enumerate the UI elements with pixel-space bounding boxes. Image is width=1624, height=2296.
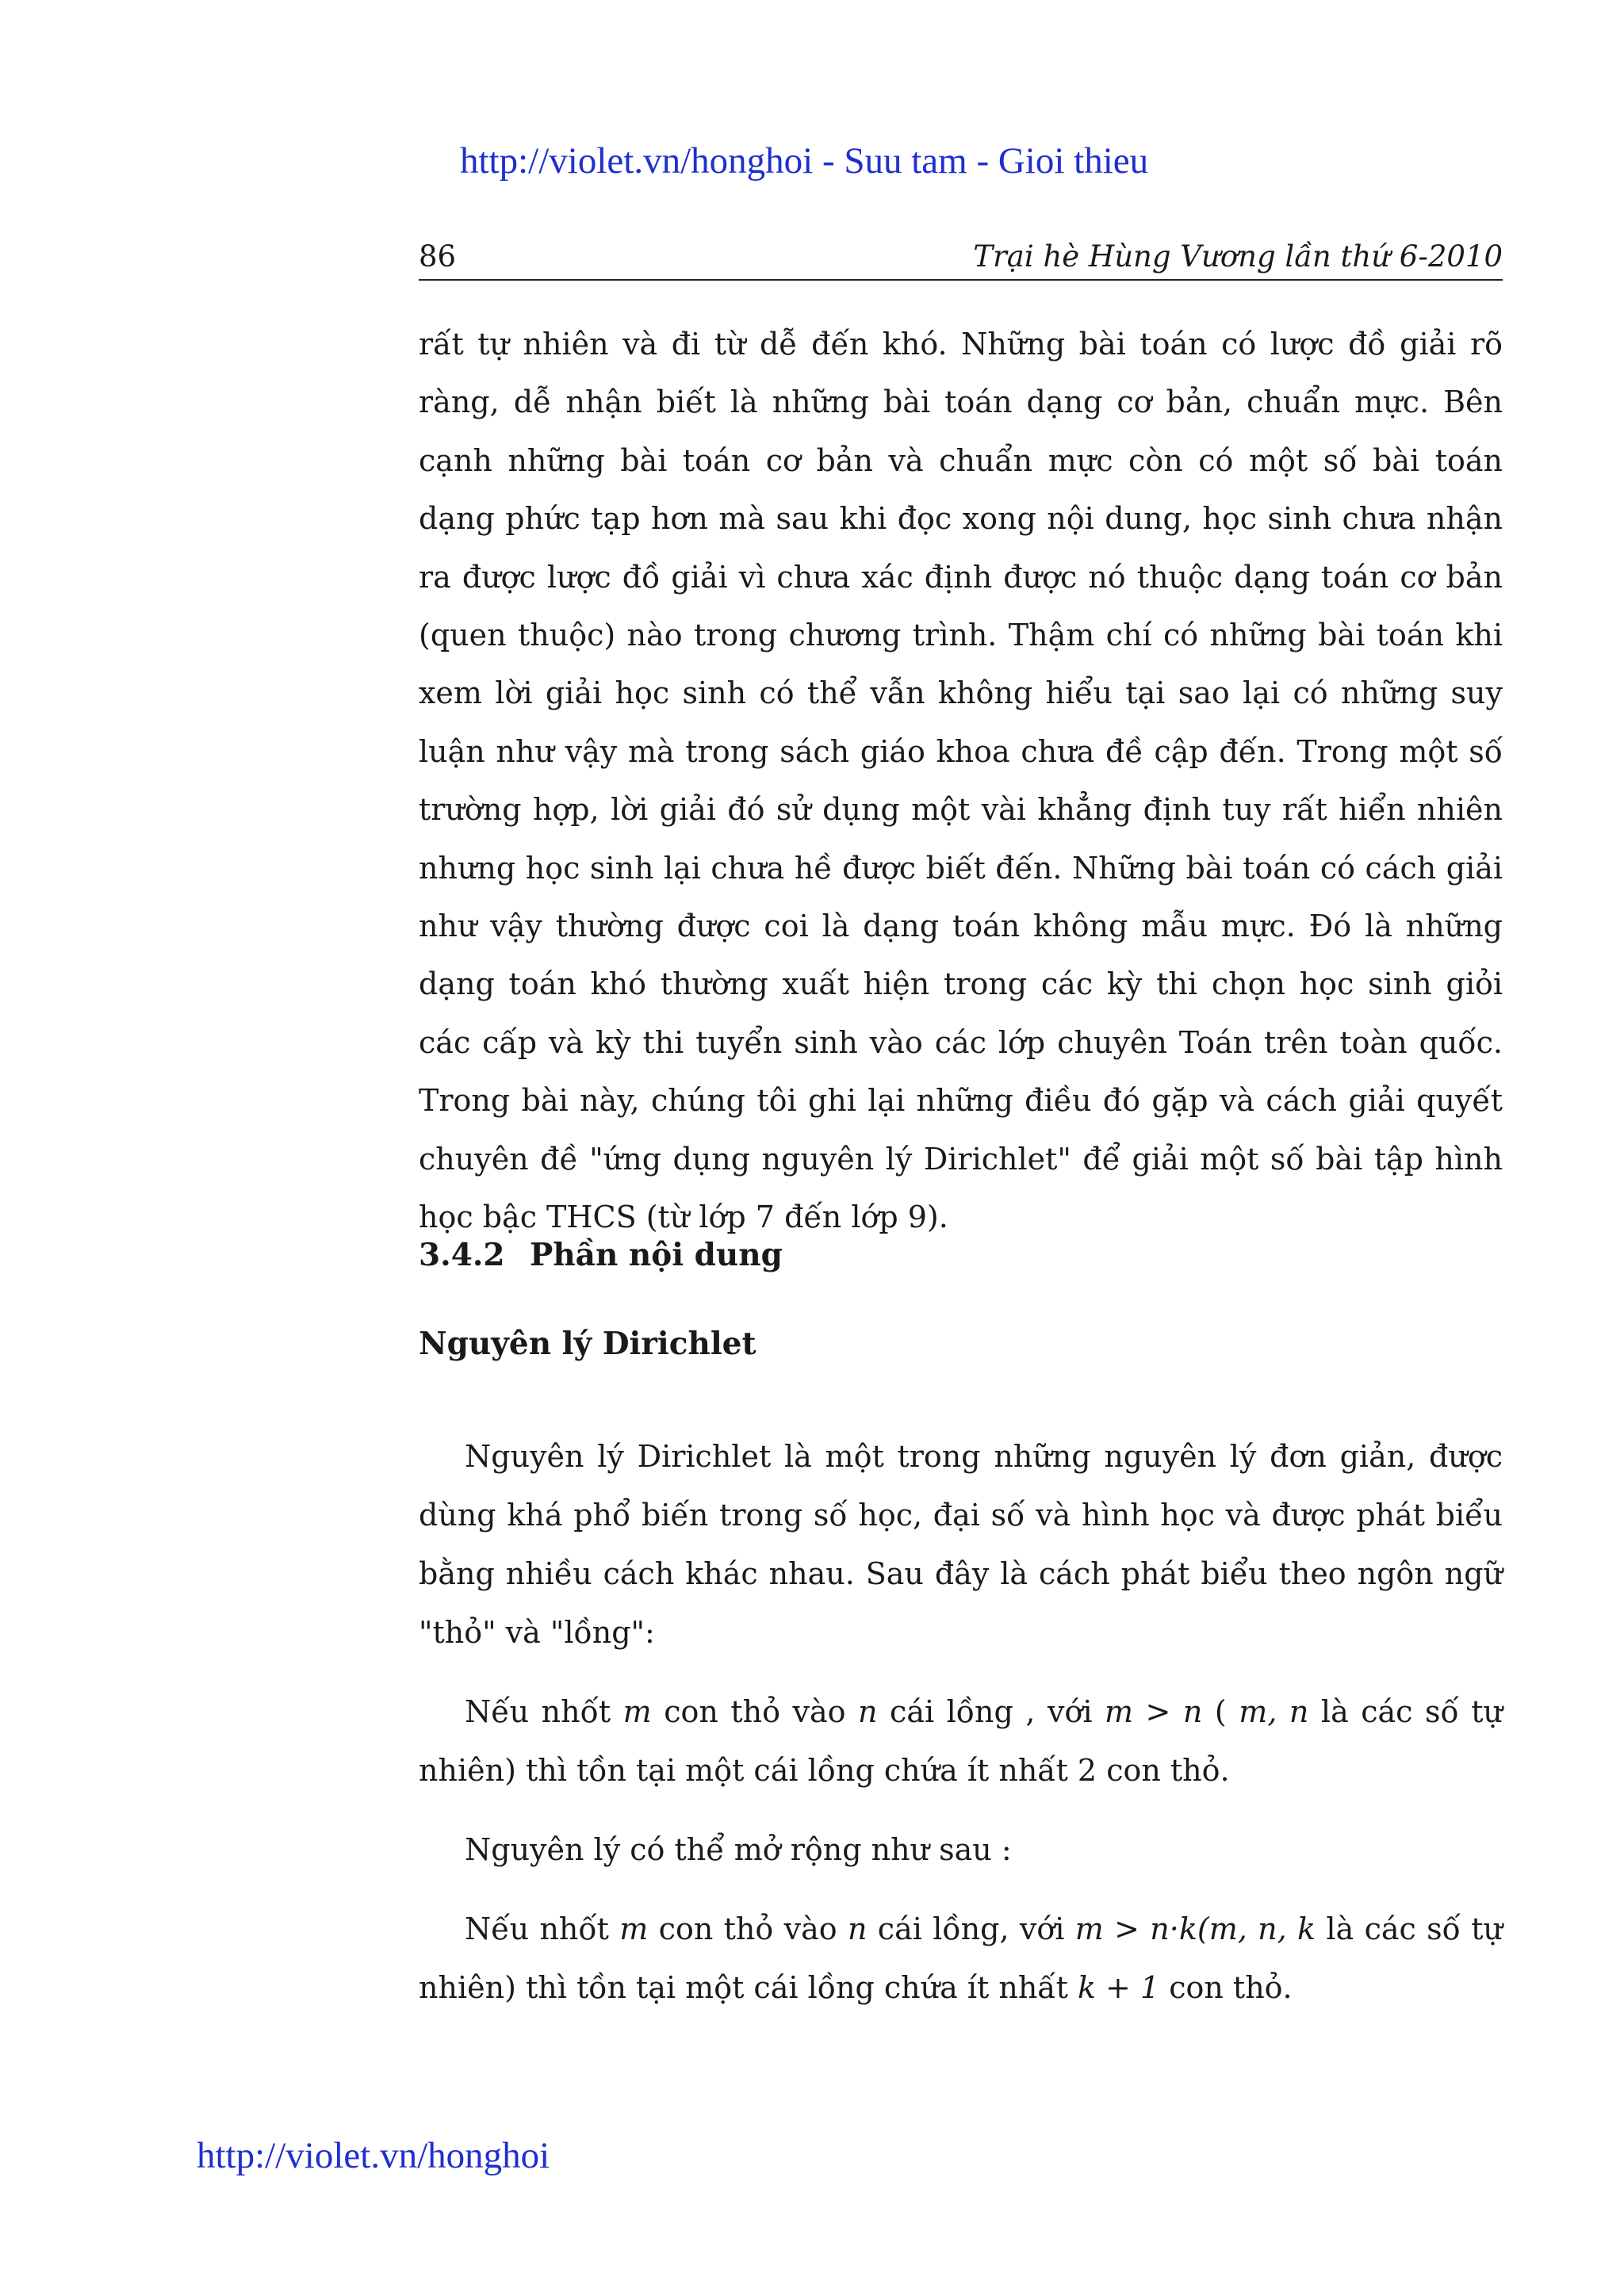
math-n: n [858,1694,878,1729]
math-m: m [622,1694,652,1729]
math-expression: k + 1 [1077,1970,1160,2005]
math-n: n [847,1911,868,1946]
top-watermark-link[interactable]: http://violet.vn/honghoi - Suu tam - Gioi thieu [460,140,1149,182]
section-title: Phần nội dung [530,1237,783,1273]
math-inequality: m > n·k(m, n, k [1074,1911,1316,1946]
intro-paragraph: rất tự nhiên và đi từ dễ đến khó. Những bài toán có lược đồ giải rõ ràng, dễ nhận biết là những bài toán dạng cơ bản, chuẩn mực. Bên cạnh những bài toán cơ bản và chuẩn mực còn có một số bài toán dạng phức tạp hơn mà sau khi đọc xong nội dung, học sinh chưa nhận ra được lược đồ giải vì chưa xác định được nó thuộc dạng toán cơ bản (quen thuộc) nào trong chương trình. Thậm chí có những bài toán khi xem lời giải học sinh có thể vẫn không hiểu tại sao lại có những suy luận như vậy mà trong sách giáo khoa chưa đề cập đến. Trong một số trường hợp, lời giải đó sử dụng một vài khẳng định tuy rất hiển nhiên nhưng học sinh lại chưa hề được biết đến. Những bài toán có cách giải như vậy thường được coi là dạng toán không mẫu mực. Đó là những dạng toán khó thường xuất hiện trong các kỳ thi chọn học sinh giỏi các cấp và kỳ thi tuyển sinh vào các lớp chuyên Toán trên toàn quốc. Trong bài này, chúng tôi ghi lại những điều đó gặp và cách giải quyết chuyên đề "ứng dụng nguyên lý Dirichlet" để giải một số bài tập hình học bậc THCS (từ lớp 7 đến lớp 9). [419,327,1503,1235]
subsection-heading: Nguyên lý Dirichlet [419,1326,756,1362]
math-m: m [619,1911,649,1946]
paragraph-principle-statement: Nếu nhốt m con thỏ vào n cái lồng , với m > n ( m, n là các số tự nhiên) thì tồn tại một cái lồng chứa ít nhất 2 con thỏ. [419,1694,1503,1788]
content-body [419,1427,1503,2017]
paragraph-extended-statement: Nếu nhốt m con thỏ vào n cái lồng, với m > n·k(m, n, k là các số tự nhiên) thì tồn tại một cái lồng chứa ít nhất k + 1 con thỏ. [419,1911,1503,2005]
math-inequality: m > n [1105,1694,1203,1729]
paragraph-intro-principle: Nguyên lý Dirichlet là một trong những nguyên lý đơn giản, được dùng khá phổ biến trong số học, đại số và hình học và được phát biểu bằng nhiều cách khác nhau. Sau đây là cách phát biểu theo ngôn ngữ "thỏ" và "lồng": [419,1439,1503,1650]
section-number: 3.4.2 [419,1237,505,1273]
paragraph-extension-intro: Nguyên lý có thể mở rộng như sau : [465,1832,1012,1867]
bottom-watermark-link[interactable]: http://violet.vn/honghoi [197,2135,550,2176]
page-header [419,239,1503,281]
math-vars: m, n [1239,1694,1309,1729]
section-heading [419,1237,783,1273]
intro-body [419,316,1503,1247]
running-title: Trại hè Hùng Vương lần thứ 6-2010 [973,239,1503,274]
page-number: 86 [419,239,457,274]
